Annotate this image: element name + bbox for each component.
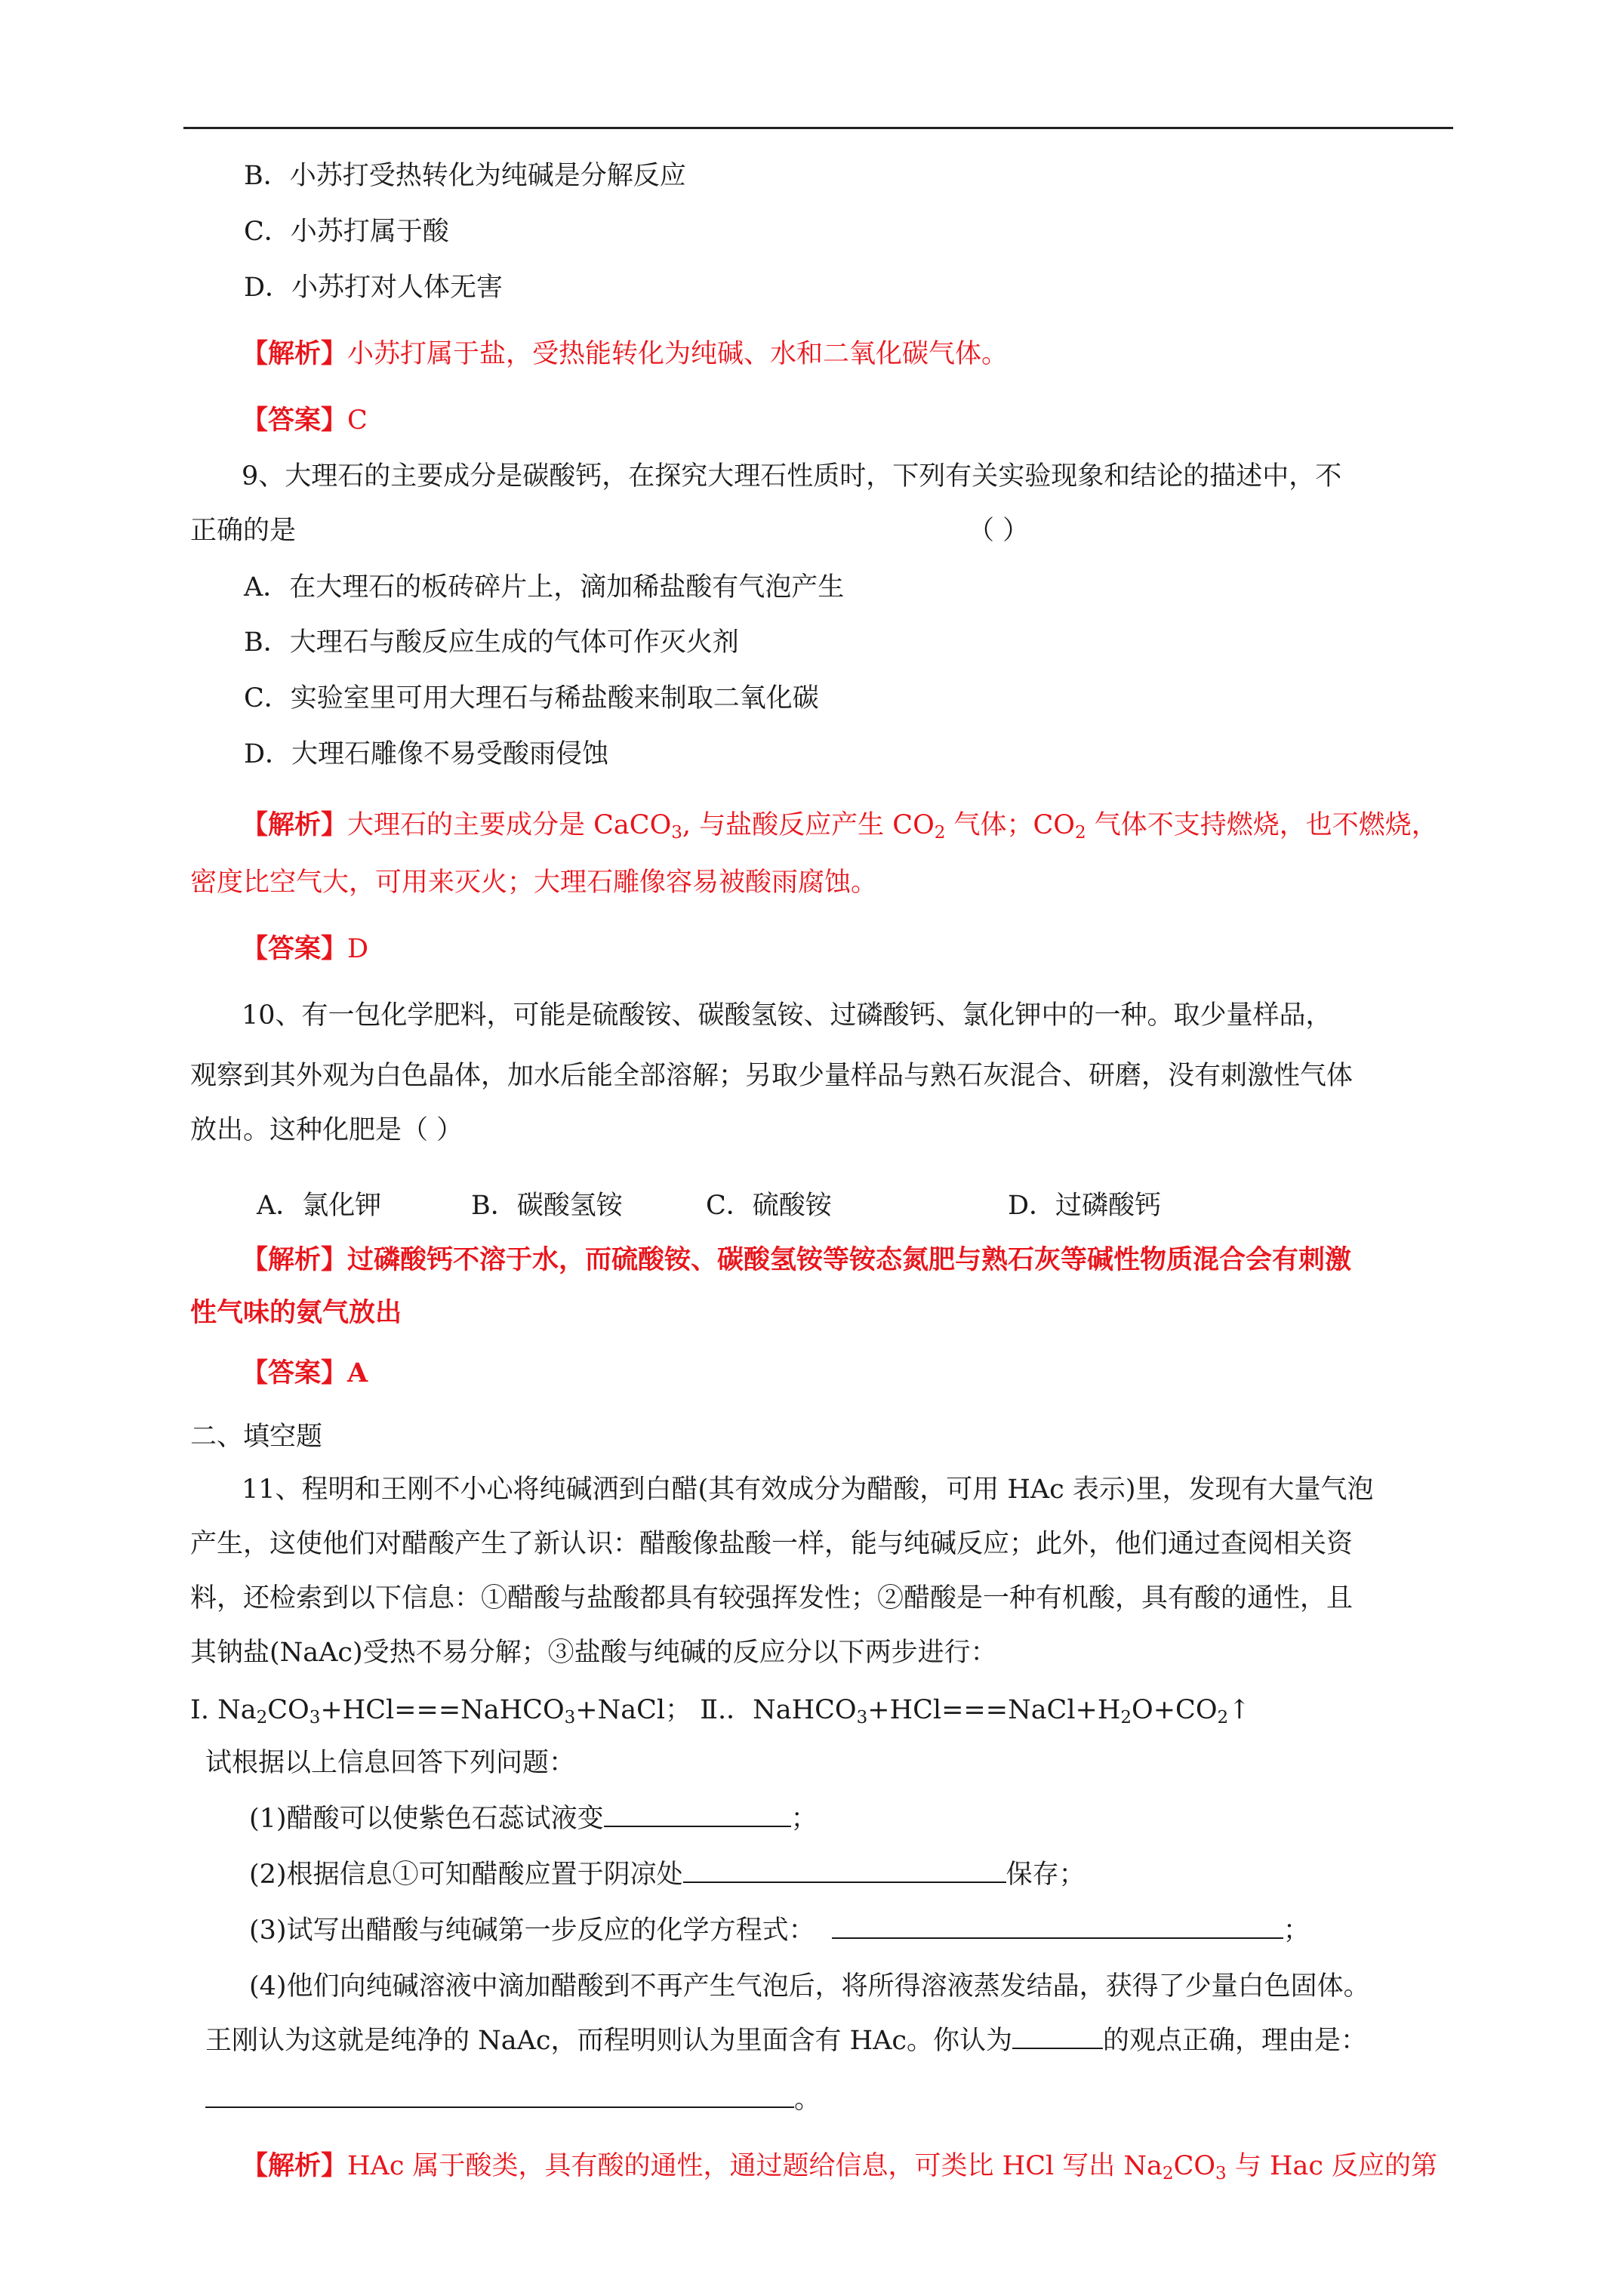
analysis-text: 小苏打属于盐，受热能转化为纯碱、水和二氧化碳气体。 — [347, 339, 1009, 369]
fill-blank[interactable] — [1012, 2025, 1103, 2049]
analysis-tag: 【解析】 — [242, 338, 348, 369]
q9-stem-line-1: 9、大理石的主要成分是碳酸钙，在探究大理石性质时，下列有关实验现象和结论的描述中，不 — [242, 461, 1342, 492]
q8-option-d: D．小苏打对人体无害 — [244, 273, 504, 303]
q9-option-d: D．大理石雕像不易受酸雨侵蚀 — [244, 739, 609, 769]
q10-stem-line-3: 放出。这种化肥是（ ） — [190, 1115, 463, 1145]
q11-stem-line-3: 料，还检索到以下信息：①醋酸与盐酸都具有较强挥发性；②醋酸是一种有机酸，具有酸的通性，且 — [190, 1583, 1354, 1613]
q10-option-d: D．过磷酸钙 — [1008, 1191, 1162, 1221]
analysis-tag: 【解析】 — [242, 809, 348, 840]
up-arrow-icon: ↑ — [1228, 1695, 1251, 1725]
q11-part-2: (2)根据信息①可知醋酸应置于阴凉处 保存； — [249, 1860, 1086, 1890]
q9-analysis-line-1: 【解析】大理石的主要成分是 CaCO$_3$, 与盐酸反应产生 $CO_2$ 气体；$CO_2$ 气体不支持燃烧，也不燃烧， — [242, 809, 1438, 843]
q9-analysis-line-2: 密度比空气大，可用来灭火；大理石雕像容易被酸雨腐蚀。 — [190, 868, 878, 898]
q8-option-c: C．小苏打属于酸 — [244, 217, 449, 247]
analysis-tag: 【解析】 — [242, 2150, 348, 2181]
q10-option-b: B．碳酸氢铵 — [471, 1191, 623, 1221]
analysis-tag: 【解析】 — [242, 1244, 348, 1275]
q10-answer — [242, 1356, 368, 1391]
fill-blank[interactable] — [604, 1803, 791, 1827]
analysis-text: 过磷酸钙不溶于水，而硫酸铵、碳酸氢铵等铵态氮肥与熟石灰等碱性物质混合会有刺激 — [347, 1244, 1352, 1275]
q11-part-3: (3)试写出醋酸与纯碱第一步反应的化学方程式： ； — [249, 1915, 1310, 1946]
q9-answer-bracket: （ ） — [968, 516, 1030, 546]
q9-option-b: B．大理石与酸反应生成的气体可作灭火剂 — [244, 627, 739, 658]
q11-part-4-line-2: 王刚认为这就是纯净的 NaAc，而程明则认为里面含有 HAc。你认为 的观点正确，理由是： — [205, 2026, 1368, 2056]
header-rule — [183, 127, 1453, 129]
q10-stem-line-1: 10、有一包化学肥料，可能是硫酸铵、碳酸氢铵、过磷酸钙、氯化钾中的一种。取少量样品， — [242, 1000, 1332, 1031]
q9-option-c: C．实验室里可用大理石与稀盐酸来制取二氧化碳 — [244, 683, 819, 713]
q11-equations: Ⅰ. $Na_2CO_3+HCl===NaHCO_3+NaCl$； Ⅱ.．$NaHCO_3+HCl===NaCl+H_2O+CO_2↑$ — [190, 1695, 1251, 1727]
q9-stem-line-2: 正确的是 — [190, 516, 297, 546]
q11-prompt: 试根据以上信息回答下列问题： — [205, 1748, 576, 1778]
q10-analysis-line-1 — [242, 1243, 1351, 1277]
q8-option-b: B．小苏打受热转化为纯碱是分解反应 — [244, 161, 686, 191]
q11-stem-line-1: 11、程明和王刚不小心将纯碱洒到白醋(其有效成分为醋酸，可用 HAc 表示)里，发现有大量气泡 — [242, 1475, 1374, 1505]
q11-stem-line-4: 其钠盐(NaAc)受热不易分解；③盐酸与纯碱的反应分以下两步进行： — [190, 1638, 997, 1668]
answer-text: C — [347, 405, 368, 436]
q11-part-4-line-1: (4)他们向纯碱溶液中滴加醋酸到不再产生气泡后，将所得溶液蒸发结晶，获得了少量白色固体。 — [249, 1971, 1370, 2002]
q11-stem-line-2: 产生，这使他们对醋酸产生了新认识：醋酸像盐酸一样，能与纯碱反应；此外，他们通过查阅相关资 — [190, 1529, 1354, 1559]
answer-text: A — [347, 1358, 368, 1388]
fill-blank[interactable] — [683, 1859, 1006, 1883]
q8-analysis — [242, 337, 1008, 371]
q8-answer — [242, 403, 368, 438]
q9-answer — [242, 932, 368, 966]
answer-tag: 【答案】 — [242, 405, 348, 436]
section-title: 二、填空题 — [190, 1422, 323, 1452]
q10-analysis-line-2: 性气味的氨气放出 — [190, 1297, 402, 1328]
q11-part-1: (1)醋酸可以使紫色石蕊试液变 ； — [249, 1804, 818, 1834]
q10-option-a: A．氯化钾 — [257, 1191, 382, 1221]
answer-text: D — [347, 934, 369, 964]
q9-option-a: A．在大理石的板砖碎片上，滴加稀盐酸有气泡产生 — [244, 572, 845, 603]
fill-blank[interactable] — [832, 1915, 1283, 1939]
fill-blank[interactable] — [205, 2084, 794, 2108]
q11-analysis-line-1: 【解析】HAc 属于酸类，具有酸的通性，通过题给信息，可类比 HCl 写出 $Na_2CO_3$ 与 Hac 反应的第 — [242, 2150, 1438, 2184]
answer-tag: 【答案】 — [242, 933, 348, 964]
answer-tag: 【答案】 — [242, 1358, 348, 1388]
q10-stem-line-2: 观察到其外观为白色晶体，加水后能全部溶解；另取少量样品与熟石灰混合、研磨，没有刺激性气体 — [190, 1061, 1354, 1091]
q10-option-c: C．硫酸铵 — [706, 1191, 832, 1221]
q11-part-4-line-3: 。 — [205, 2082, 821, 2117]
